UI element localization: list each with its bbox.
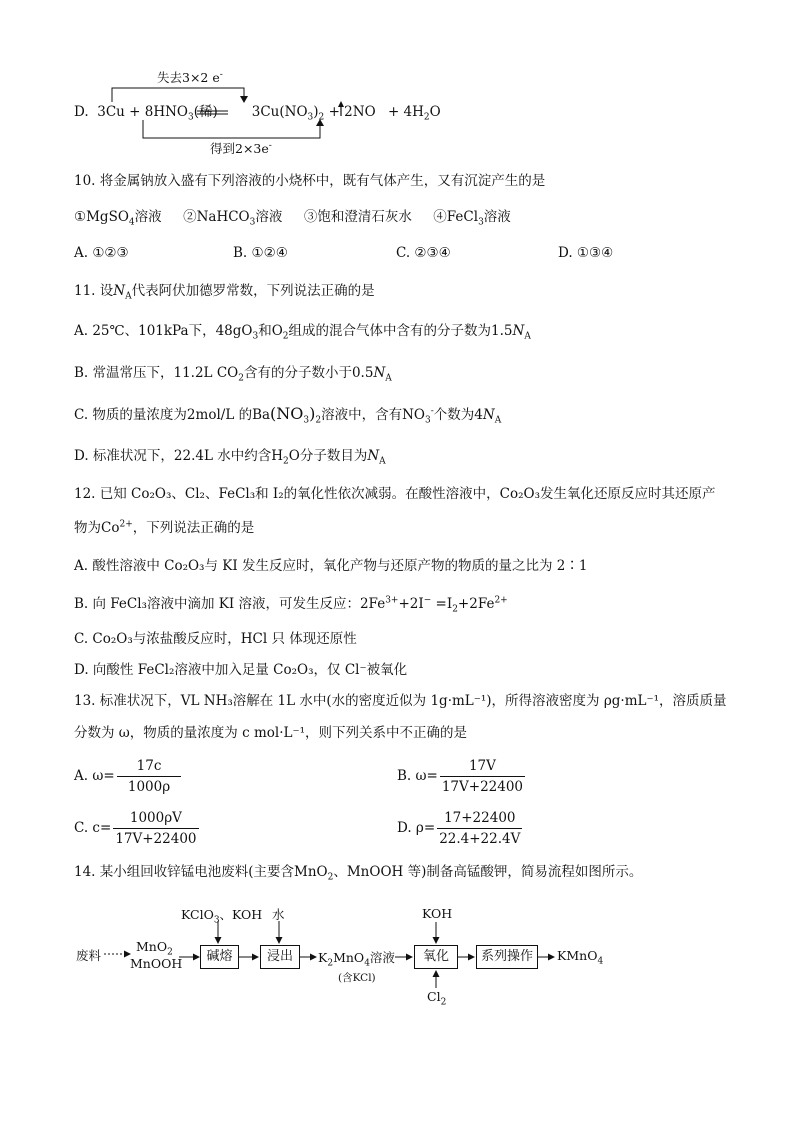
flow-waste: 废料 — [76, 948, 102, 963]
lose-electrons-label: 失去3×2 e- — [157, 69, 223, 85]
q11-option-d: D. 标准状况下，22.4L 水中约含$H_2O$分子数目为$N_A$ — [74, 448, 386, 467]
flow-koh: KOH — [422, 906, 453, 921]
flow-k2mno4-solution: $K_2MnO_4$溶液 — [318, 950, 395, 969]
q12-option-a: A. 酸性溶液中 Co₂O₃与 KI 发生反应时，氧化产物与还原产物的物质的量之比为 2∶1 — [74, 558, 588, 574]
q14-stem: 14. 某小组回收锌锰电池废料(主要含MnO$_2$、MnOOH 等)制备高锰酸钾，简易流程如图所示。 — [74, 864, 643, 883]
q13-option-b: B. ω= $\frac{17V}{17V+22400}$ — [397, 758, 524, 795]
flow-box-series-operations: 系列操作 — [476, 945, 538, 969]
gain-electrons-label: 得到2×3e- — [210, 140, 272, 156]
flow-product-kmno4: KMnO$_4$ — [557, 948, 604, 967]
fraction: $\frac{1000\rho V}{17V+22400}$ — [115, 810, 197, 847]
equation-d: D. $3Cu + 8HNO_3$(稀) $3Cu(NO_3)_2 + 2NO + 4H_2O$ — [74, 104, 441, 123]
q12-stem-line1: 12. 已知 Co₂O₃、Cl₂、FeCl₃和 I₂的氧化性依次减弱。在酸性溶液中，Co₂O₃发生氧化还原反应时其还原产 — [74, 486, 716, 502]
flow-box-alkali-fusion: 碱熔 — [200, 945, 239, 969]
q10-option-a: A. ①②③ — [74, 245, 129, 261]
q10-items: ①MgSO$_4$溶液 ②NaHCO$_3$溶液 ③饱和澄清石灰水 ④FeCl$_3$溶液 — [74, 209, 511, 228]
q13-stem-line2: 分数为 ω，物质的量浓度为 c mol·L⁻¹，则下列关系中不正确的是 — [74, 725, 467, 741]
flow-box-oxidation: 氧化 — [414, 945, 458, 969]
flow-reagent-kclo3-koh: KClO$_3$、KOH — [181, 907, 263, 926]
q12-stem-line2: 物为$Co^{2+}$，下列说法正确的是 — [74, 519, 255, 536]
q10-option-b: B. ①②④ — [233, 245, 288, 261]
q12-option-b: B. 向 FeCl₃溶液中滴加 KI 溶液，可发生反应：$2Fe^{3+}+2I^- =I_2+2Fe^{2+}$ — [74, 595, 508, 615]
q11-option-c: C. 物质的量浓度为2mol/L 的$Ba(NO_3)_2$溶液中，含有$NO_3^-$个数为$4N_A$ — [74, 404, 502, 426]
fraction: $\frac{17+22400}{22.4+22.4V}$ — [439, 810, 521, 847]
q13-option-a: A. ω= $\frac{17c}{1000\rho}$ — [74, 758, 181, 795]
q12-option-c: C. Co₂O₃与浓盐酸反应时，HCl 只 体现还原性 — [74, 631, 357, 647]
flow-reagent-water: 水 — [272, 907, 285, 922]
q10-option-d: D. ①③④ — [558, 245, 614, 261]
q10-option-c: C. ②③④ — [396, 245, 451, 261]
q10-stem: 10. 将金属钠放入盛有下列溶液的小烧杯中，既有气体产生，又有沉淀产生的是 — [74, 173, 546, 189]
q13-option-d: D. ρ= $\frac{17+22400}{22.4+22.4V}$ — [397, 810, 521, 847]
fraction: $\frac{17V}{17V+22400}$ — [441, 758, 524, 795]
flow-box-leaching: 浸出 — [260, 945, 300, 969]
q11-option-a: A. 25℃、101kPa下，$48gO_3$和$O_2$组成的混合气体中含有的分子数为$1.5N_A$ — [74, 323, 531, 342]
flow-mno2: MnO$_2$ — [136, 939, 173, 958]
q13-stem-line1: 13. 标准状况下，VL NH₃溶解在 1L 水中(水的密度近似为 1g·mL⁻¹)，所得溶液密度为 ρg·mL⁻¹，溶质质量 — [74, 693, 727, 709]
flow-mnooh: MnOOH — [130, 956, 183, 971]
flow-cl2: $Cl_2$ — [427, 989, 447, 1008]
flow-kcl-note: (含KCl) — [338, 972, 376, 984]
q11-stem: 11. 设$N_A$代表阿伏加德罗常数，下列说法正确的是 — [74, 283, 375, 302]
fraction: $\frac{17c}{1000\rho}$ — [117, 758, 182, 795]
q12-option-d: D. 向酸性 FeCl₂溶液中加入足量 Co₂O₃，仅 Cl⁻被氧化 — [74, 662, 408, 678]
q13-option-c: C. c= $\frac{1000\rho V}{17V+22400}$ — [74, 810, 197, 847]
q11-option-b: B. 常温常压下，11.2L $CO_2$含有的分子数小于$0.5N_A$ — [74, 365, 392, 384]
